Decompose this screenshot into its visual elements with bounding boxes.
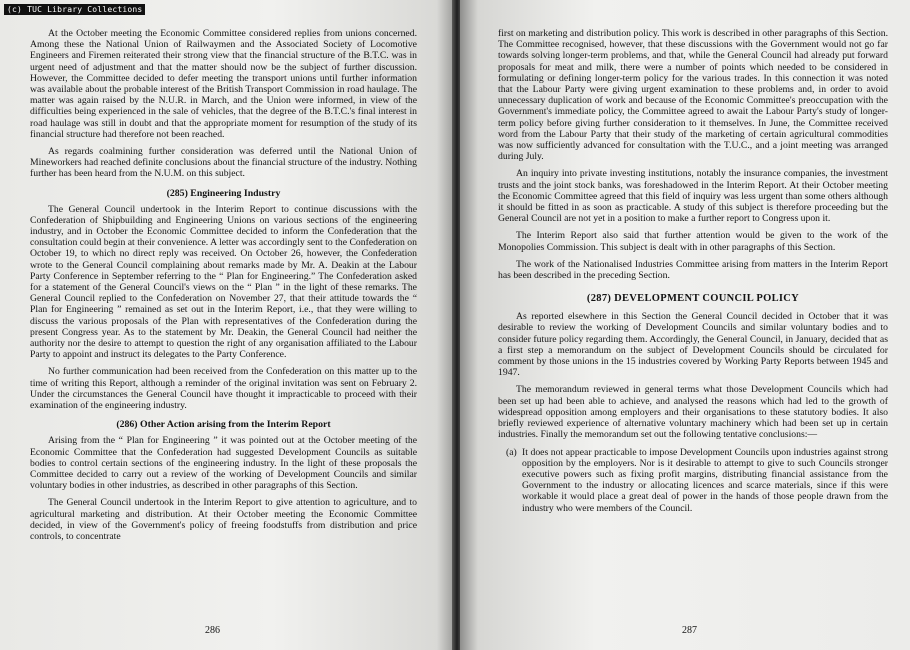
list-item [498,447,888,514]
paragraph: first on marketing and distribution policy. This work is described in other paragraphs of this Section. The Committee recognised, however, that these discussions with the Government would not go far towards solving longer-term problems, and that, while the General Council had already put forward proposals for meat and milk, there were a number of points which needed to be considered in formulating or defining longer-term policy for the various trades. In this connection it was noted that the Labour Party were giving urgent examination to these problems and, in order to avoid unnecessary duplication of work and because of the Economic Committee's preoccupation with the Government's immediate policy, the Committee agreed to await the Labour Party's study of longer-term policy before giving further consideration to it themselves. In June, the Committee received word from the Labour Party that their study of the marketing of certain agricultural commodities was now sufficiently advanced for consultation with the T.U.C., and a joint meeting was arranged during July. [498,28,888,163]
paragraph: As regards coalmining further consideration was deferred until the National Union of Mineworkers had reached definite conclusions about the financial structure of the industry. Nothing further has been heard from the N.U.M. on this subject. [30,146,417,180]
paragraph: The work of the Nationalised Industries Committee arising from matters in the Interim Report has been described in the preceding Section. [498,258,888,282]
paragraph: At the October meeting the Economic Committee considered replies from unions concerned. Among these the National Union of Railwaymen and the Associated Society of Locomotive Engineers and Firemen reiterated their strong view that the financial structure of the B.T.C. was in urgent need of adjustment and that the matter should now be the subject of further discussion. However, the Committee decided to defer meeting the transport unions until further information was available about the probable interest of the British Transport Commission in road haulage. The matter was again raised by the N.U.R. in March, and the Union were informed, in view of the difficulties being experienced in the sale of vehicles, that the degree of the B.T.C.'s final interest in road haulage was still in doubt and that the appropriate moment for resumption of the study of its financial structure had therefore not been reached. [30,28,417,140]
paragraph: An inquiry into private investing institutions, notably the insurance companies, the investment trusts and the joint stock banks, was foreshadowed in the Interim Report. At their October meeting the Economic Committee agreed that this field of inquiry was less urgent than some others although it should be fitted in as soon as practicable. A study of this subject is therefore proceeding but the General Council are not yet in a position to make a further report to Congress upon it. [498,168,888,225]
section-heading-285: (285) Engineering Industry [166,187,281,199]
section-heading-287: (287) DEVELOPMENT COUNCIL POLICY [586,293,800,305]
paragraph: The memorandum reviewed in general terms what those Development Councils which had been set up had been able to achieve, and analysed the reasons which had led to the growth of widespread opposition among employers and their organisations to these statutory bodies. It also briefly reviewed experience of alternative voluntary machinery which had been set up in certain industries. Finally the memorandum set out the following tentative conclusions:— [498,384,888,441]
list-item-label: (a) [506,446,517,458]
list-item-text: It does not appear practicable to impose Development Councils upon industries against strong opposition by the employers. Nor is it desirable to attempt to give to such Councils stronger executive powers such as fixing profit margins, distributing financial assistance from the Government to the industry or allocating licences and scarce materials, since if this were workable it would place a great deal of power in the hands of those people drawn from the industry who were members of the Council. [522,446,888,514]
watermark-label: (c) TUC Library Collections [4,4,145,15]
paragraph: The Interim Report also said that further attention would be given to the work of the Monopolies Commission. This subject is dealt with in other paragraphs of this Section. [498,230,888,253]
paragraph: Arising from the “ Plan for Engineering ” it was pointed out at the October meeting of the Economic Committee that the Confederation had suggested Development Councils as suitable bodies to control certain sections of the engineering industry. In the light of these proposals the Committee decided to carry out a review of the working of Development Councils and similar voluntary bodies in other industries, as described in other paragraphs of this Section. [30,435,417,492]
paragraph: The General Council undertook in the Interim Report to give attention to agriculture, and to agricultural marketing and distribution. At their October meeting the Economic Committee decided, in view of the Government's policy of freeing foodstuffs from distribution and price controls, to concentrate [30,497,417,542]
right-page [460,0,910,650]
paragraph: No further communication had been received from the Confederation on this matter up to the time of writing this Report, although a reminder of the original invitation was sent on February 2. Under the circumstances the General Council have thought it impracticable to proceed with their examination of the engineering industry. [30,366,417,412]
page-number: 287 [682,625,697,636]
paragraph: As reported elsewhere in this Section the General Council decided in October that it was desirable to review the working of Development Councils and similar voluntary bodies and to consider future policy regarding them. Accordingly, the General Council, in January, decided that as a first step a memorandum on the subject of Development Councils should be circulated for comment by those unions in the 15 industries covered by Working Party Reports between 1945 and 1947. [498,311,888,379]
section-heading-286: (286) Other Action arising from the Interim Report [116,419,331,431]
paragraph: The General Council undertook in the Interim Report to continue discussions with the Confederation of Shipbuilding and Engineering Unions on various sections of the engineering industry, and in October the Economic Committee decided to inform the Confederation that the consultation could begin at their convenience. A letter was accordingly sent to the Confederation on October 19, to which no direct reply was received. On October 26, however, the Confederation wrote to the General Council complaining about remarks made by Mr. A. Deakin at the Labour Party Conference in September referring to the “ Plan for Engineering.” The Confederation asked for a statement of the General Council's views on the “ Plan ” in the light of these remarks. The General Council replied to the Confederation on November 27, that their attitude towards the “ Plan for Engineering ” remained as set out in the Interim Report, i.e., that they were willing to discuss the various proposals of the Plan with representatives of the Confederation during the present Congress year. As to the statement by Mr. Deakin, the General Council had neither the authority nor the desire to attempt to question the right of any organisation affiliated to the Labour Party to appoint and instruct its delegates to the Party Conference. [30,203,417,361]
page-number: 286 [205,625,220,636]
